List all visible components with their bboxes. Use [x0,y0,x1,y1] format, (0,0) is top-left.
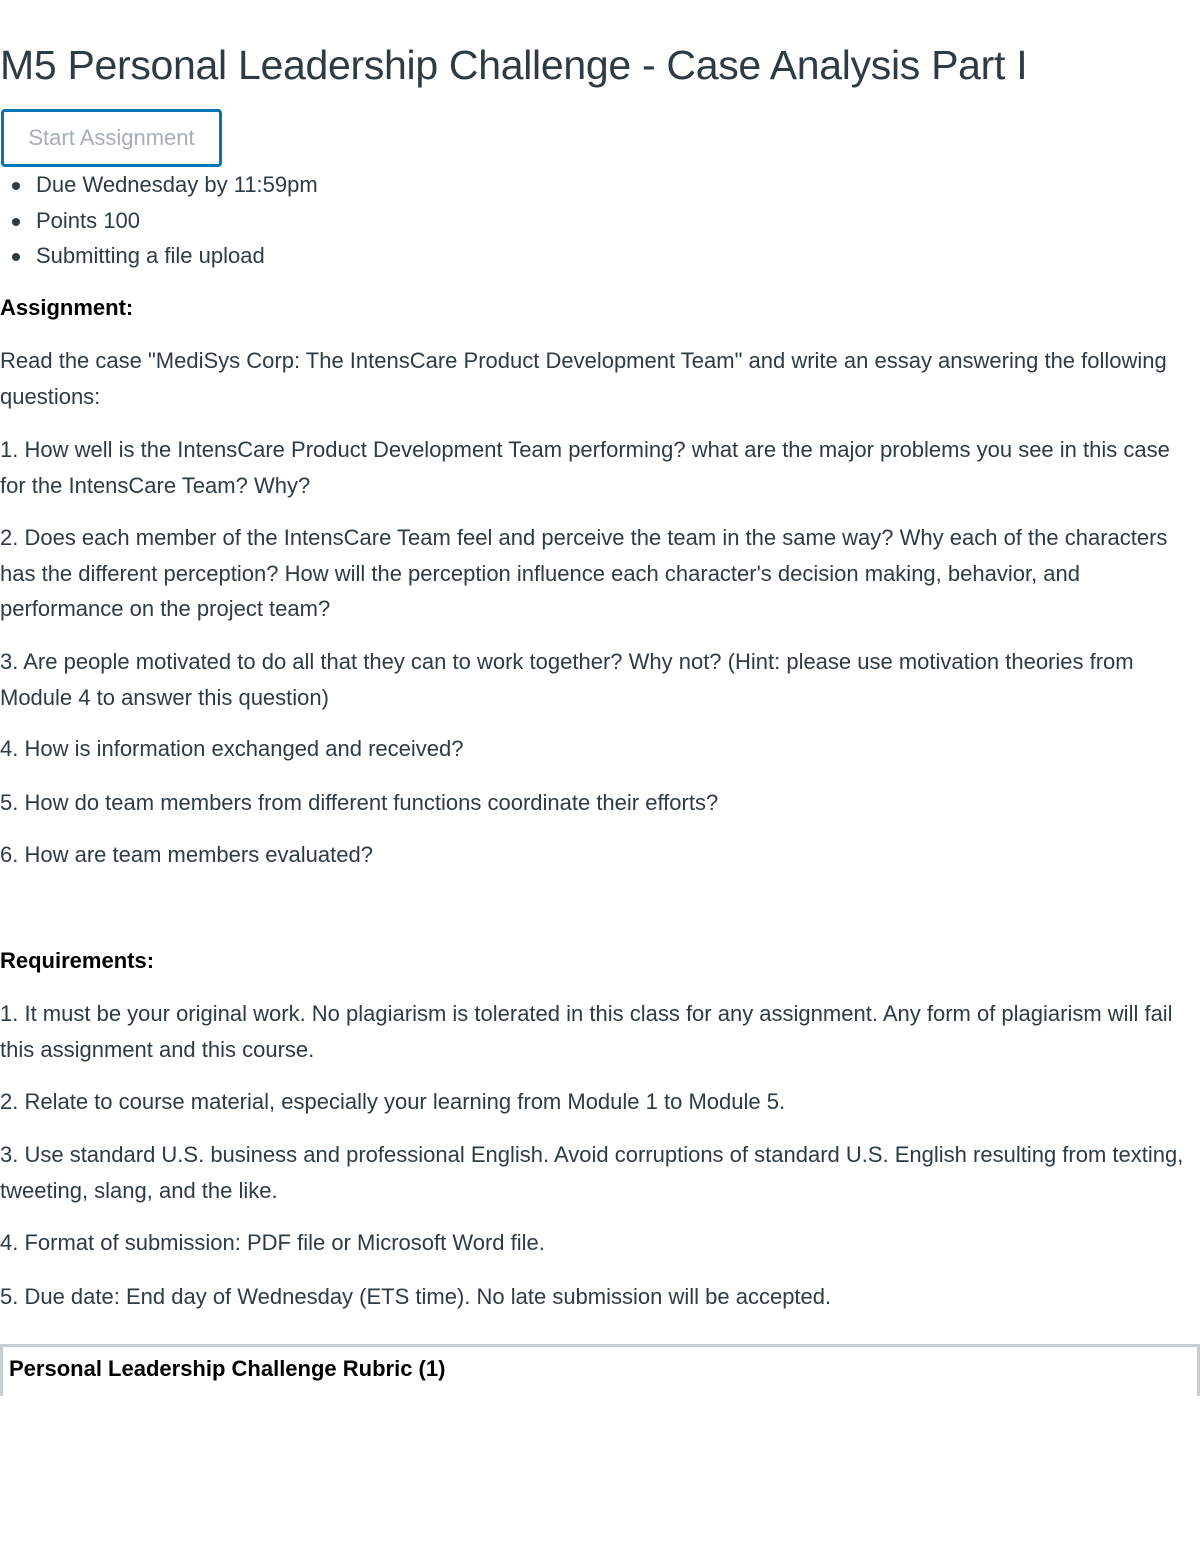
requirement-3: 3. Use standard U.S. business and professional English. Avoid corruptions of standard U.S. English resulting from texting, tweeting, slang, and the like. [0,1142,1184,1203]
requirements-heading: Requirements: [0,948,155,973]
requirement-1: 1. It must be your original work. No plagiarism is tolerated in this class for any assignment. Any form of plagiarism will fail this assignment and this course. [0,1001,1173,1062]
due-date-item: Due Wednesday by 11:59pm [0,167,318,203]
question-4: 4. How is information exchanged and received? [0,736,464,761]
assignment-heading: Assignment: [0,295,134,320]
submission-type-item: Submitting a file upload [0,238,318,274]
points-item: Points 100 [0,203,318,239]
requirement-5: 5. Due date: End day of Wednesday (ETS time). No late submission will be accepted. [0,1284,832,1309]
question-1: 1. How well is the IntensCare Product Development Team performing? what are the major problems you see in this case for the IntensCare Team? Why? [0,437,1170,498]
question-3: 3. Are people motivated to do all that they can to work together? Why not? (Hint: please use motivation theories from Module 4 to answer this question) [0,649,1134,710]
rubric-panel [0,1344,1200,1396]
question-5: 5. How do team members from different functions coordinate their efforts? [0,790,719,815]
requirement-4: 4. Format of submission: PDF file or Microsoft Word file. [0,1230,545,1255]
question-6: 6. How are team members evaluated? [0,842,373,867]
rubric-title: Personal Leadership Challenge Rubric (1) [9,1356,446,1381]
assignment-details-list [0,167,318,274]
question-2: 2. Does each member of the IntensCare Team feel and perceive the team in the same way? Why each of the characters has the different perception? How will the perception influence each character's decision making, behavior, and performance on the project team? [0,525,1168,621]
page-title: M5 Personal Leadership Challenge - Case Analysis Part I [0,42,1028,88]
requirement-2: 2. Relate to course material, especially your learning from Module 1 to Module 5. [0,1089,786,1114]
assignment-intro: Read the case "MediSys Corp: The IntensCare Product Development Team" and write an essay answering the following questions: [0,348,1167,409]
start-assignment-button[interactable]: Start Assignment [1,109,222,167]
